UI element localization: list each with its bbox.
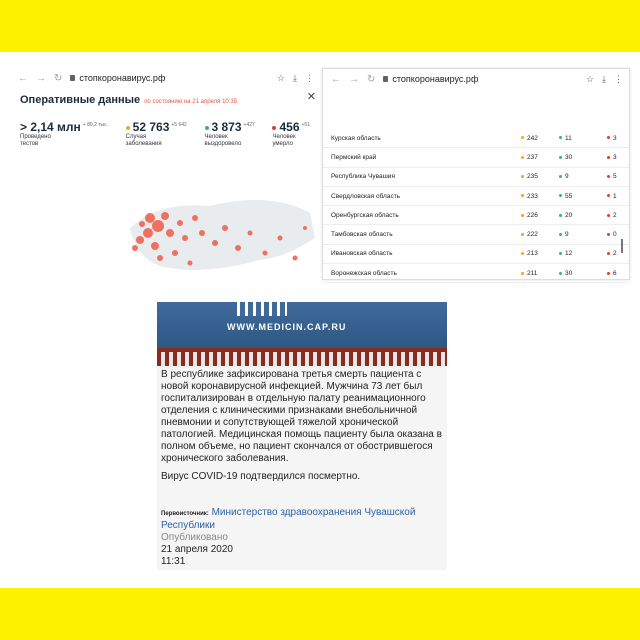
deaths-value (607, 154, 627, 161)
map-dot (278, 236, 283, 241)
deaths-value (607, 270, 627, 277)
map-dot (263, 251, 268, 256)
deaths-dot-icon (607, 272, 610, 275)
deaths-dot-icon (607, 252, 610, 255)
stat-increment: +5 642 (171, 122, 187, 128)
stats-row (20, 118, 310, 148)
stat-label: тестов (20, 141, 39, 147)
address-bar[interactable] (383, 74, 578, 84)
deaths-dot-icon (607, 214, 610, 217)
map-dot (145, 213, 155, 223)
stat-value: 456 (279, 120, 300, 134)
stat-deaths (272, 118, 310, 148)
region-name-text: Ивановская область (331, 250, 393, 258)
stat-label: выздоровело (204, 141, 242, 147)
cases-value (521, 135, 559, 142)
recovered-dot-icon (559, 156, 562, 159)
region-name (323, 231, 521, 238)
download-icon[interactable]: ⤓ (293, 72, 297, 83)
region-name-text: Курская область (331, 134, 381, 142)
region-name (323, 250, 521, 257)
cases-value (521, 173, 559, 180)
banner-site-text: WWW.MEDICIN.CAP.RU (227, 322, 347, 332)
deaths-dot-icon (607, 156, 610, 159)
cases-dot-icon (521, 272, 524, 275)
region-name-text: Тамбовская область (331, 231, 393, 239)
news-paragraph: Вирус COVID-19 подтвердился посмертно. (161, 471, 361, 482)
map-dot (136, 236, 144, 244)
left-browser-window (10, 68, 320, 283)
stat-cases (126, 118, 187, 148)
recovered-dot-icon (559, 272, 562, 275)
url-text: стопкоронавирус.рф (79, 73, 166, 83)
cases-dot-icon (521, 214, 524, 217)
table-row (323, 245, 629, 264)
right-browser-window (322, 68, 630, 280)
region-name (323, 193, 521, 200)
recovered-value (559, 231, 607, 238)
map-dot (293, 256, 298, 261)
news-banner (157, 302, 447, 366)
deaths-value (607, 212, 627, 219)
recovered-dot-icon (559, 175, 562, 178)
stat-label: Случая (125, 134, 147, 140)
emblem-icon (237, 302, 287, 316)
deaths-value-text: 1 (613, 192, 617, 200)
deaths-value-text: 2 (613, 211, 617, 219)
reload-icon[interactable]: ↻ (367, 73, 376, 85)
close-icon[interactable]: ✕ (306, 91, 316, 103)
russia-map[interactable] (120, 188, 320, 278)
cases-dot-icon (521, 136, 524, 139)
url-text: стопкоронавирус.рф (392, 74, 479, 84)
recovered-dot-icon (559, 136, 562, 139)
recovered-value-text: 30 (565, 269, 573, 277)
dashboard-title: Оперативные данные (20, 94, 141, 106)
map-dot (235, 245, 241, 251)
recovered-dot-icon (559, 252, 562, 255)
news-paragraph: В республике зафиксирована третья смерть пациента с новой коронавирусной инфекцией. Мужчина 73 лет был госпитализирован в отдельную палату реанимационного отделения с клиническими признаками внебольничной пневмонии и сопутствующей тяжелой хронической патологией. Медицинская помощь пациенту была оказана в полном объеме, но пациент скончался от обострившегося хронического заболевания. (161, 369, 442, 464)
deaths-value (607, 173, 627, 180)
table-row (323, 168, 629, 187)
map-dot (222, 225, 228, 231)
region-name (323, 270, 521, 277)
recovered-value-text: 9 (565, 173, 569, 181)
stat-value: 52 763 (132, 120, 170, 134)
cases-value-text: 235 (527, 173, 538, 181)
stat-increment: + 89,2 тыс. (82, 122, 108, 128)
red-dot-icon (272, 126, 276, 130)
map-dot (161, 212, 169, 220)
map-dot (303, 226, 307, 230)
cases-value-text: 213 (527, 250, 538, 258)
table-row (323, 129, 629, 148)
top-yellow-band (0, 0, 640, 52)
cases-dot-icon (521, 194, 524, 197)
recovered-value (559, 135, 607, 142)
menu-icon[interactable]: ⋮ (614, 73, 623, 84)
download-icon[interactable]: ⤓ (602, 73, 606, 84)
region-table (323, 129, 629, 283)
table-row (323, 206, 629, 225)
map-dot (192, 215, 198, 221)
region-name-text: Пермский край (331, 153, 377, 161)
recovered-value-text: 11 (565, 134, 572, 142)
stat-label: заболевания (125, 141, 162, 147)
recovered-value (559, 154, 607, 161)
deaths-value (607, 193, 627, 200)
map-dot (157, 255, 163, 261)
map-dot (182, 235, 188, 241)
deaths-dot-icon (607, 136, 610, 139)
deaths-value-text: 5 (613, 173, 617, 181)
deaths-value (607, 135, 627, 142)
cases-value (521, 193, 559, 200)
deaths-value-text: 2 (613, 250, 617, 258)
cases-value (521, 270, 559, 277)
back-icon[interactable]: ← (18, 72, 28, 84)
stat-label: Человек (204, 134, 228, 140)
back-icon[interactable]: ← (331, 73, 341, 85)
recovered-value-text: 20 (565, 211, 573, 219)
deaths-value-text: 3 (613, 134, 617, 142)
cases-dot-icon (521, 233, 524, 236)
region-name-text: Свердловская область (331, 192, 401, 200)
cases-value-text: 237 (527, 153, 538, 161)
deaths-value-text: 6 (613, 269, 617, 277)
region-name-text: Республика Чувашия (331, 173, 395, 181)
colonnade-icon (157, 348, 447, 366)
stat-increment: +427 (243, 122, 255, 128)
deaths-value (607, 250, 627, 257)
stat-recovered (205, 118, 255, 148)
cases-value (521, 231, 559, 238)
recovered-value (559, 212, 607, 219)
table-row (323, 148, 629, 167)
cases-value (521, 250, 559, 257)
deaths-value-text: 0 (613, 231, 617, 239)
map-dot (132, 245, 138, 251)
region-name (323, 154, 521, 161)
recovered-value (559, 270, 607, 277)
star-icon[interactable]: ☆ (276, 72, 286, 83)
cases-dot-icon (521, 175, 524, 178)
region-name-text: Оренбургская область (331, 211, 399, 219)
stat-increment: +51 (301, 122, 310, 128)
source-label: Первоисточник: (161, 511, 209, 517)
recovered-value-text: 30 (565, 153, 573, 161)
region-name (323, 212, 521, 219)
table-row (323, 225, 629, 244)
region-name-text: Воронежская область (331, 269, 397, 277)
stat-label: Проведено (20, 134, 51, 140)
cases-value-text: 226 (527, 211, 538, 219)
cases-value-text: 242 (527, 134, 538, 142)
map-dot (248, 231, 253, 236)
scrollbar[interactable] (621, 239, 623, 253)
published-label: Опубликовано (161, 532, 228, 543)
source-block (161, 507, 443, 532)
stat-tests (20, 118, 108, 148)
table-row (323, 187, 629, 206)
browser-toolbar (323, 69, 629, 89)
cases-value (521, 154, 559, 161)
cases-value (521, 212, 559, 219)
deaths-value (607, 231, 627, 238)
published-date: 21 апреля 2020 (161, 544, 233, 555)
map-dot (151, 242, 159, 250)
bottom-yellow-band (0, 588, 640, 640)
map-dot (166, 229, 174, 237)
orange-dot-icon (126, 126, 130, 130)
lock-icon (70, 75, 75, 81)
deaths-dot-icon (607, 175, 610, 178)
deaths-dot-icon (607, 233, 610, 236)
address-bar[interactable] (70, 73, 269, 83)
cases-value-text: 211 (527, 269, 538, 277)
map-dot (172, 250, 178, 256)
map-dot (143, 228, 153, 238)
map-dot (199, 230, 205, 236)
menu-icon[interactable]: ⋮ (305, 72, 314, 83)
cases-value-text: 222 (527, 231, 538, 239)
map-dot (212, 240, 218, 246)
stat-value: > 2,14 млн (20, 120, 81, 134)
recovered-dot-icon (559, 214, 562, 217)
cases-dot-icon (521, 252, 524, 255)
map-dot (188, 261, 193, 266)
browser-toolbar (10, 68, 320, 88)
news-card (157, 302, 447, 570)
forward-icon[interactable]: → (349, 73, 359, 85)
cases-dot-icon (521, 156, 524, 159)
news-body (157, 366, 447, 571)
map-dot (177, 220, 183, 226)
green-dot-icon (205, 126, 209, 130)
map-dot (139, 221, 145, 227)
recovered-value-text: 55 (565, 192, 573, 200)
dashboard-panel (10, 88, 320, 154)
region-name (323, 135, 521, 142)
stat-value: 3 873 (211, 120, 242, 134)
recovered-value (559, 193, 607, 200)
table-row (323, 264, 629, 283)
recovered-value (559, 250, 607, 257)
cases-value-text: 233 (527, 192, 538, 200)
recovered-dot-icon (559, 194, 562, 197)
stat-label: Человек (272, 134, 296, 140)
source-link[interactable]: Министерство здравоохранения Чувашской Республики (161, 507, 416, 531)
reload-icon[interactable]: ↻ (54, 72, 63, 84)
deaths-dot-icon (607, 194, 610, 197)
forward-icon[interactable]: → (36, 72, 46, 84)
dashboard-date: по состоянию на 21 апреля 10:35 (144, 99, 238, 105)
stat-label: умерло (272, 141, 293, 147)
published-time: 11:31 (161, 556, 186, 567)
recovered-value (559, 173, 607, 180)
recovered-value-text: 9 (565, 231, 569, 239)
recovered-dot-icon (559, 233, 562, 236)
deaths-value-text: 3 (613, 153, 617, 161)
lock-icon (383, 76, 388, 82)
recovered-value-text: 12 (565, 250, 573, 258)
region-name (323, 173, 521, 180)
star-icon[interactable]: ☆ (585, 73, 595, 84)
map-dot (152, 220, 164, 232)
